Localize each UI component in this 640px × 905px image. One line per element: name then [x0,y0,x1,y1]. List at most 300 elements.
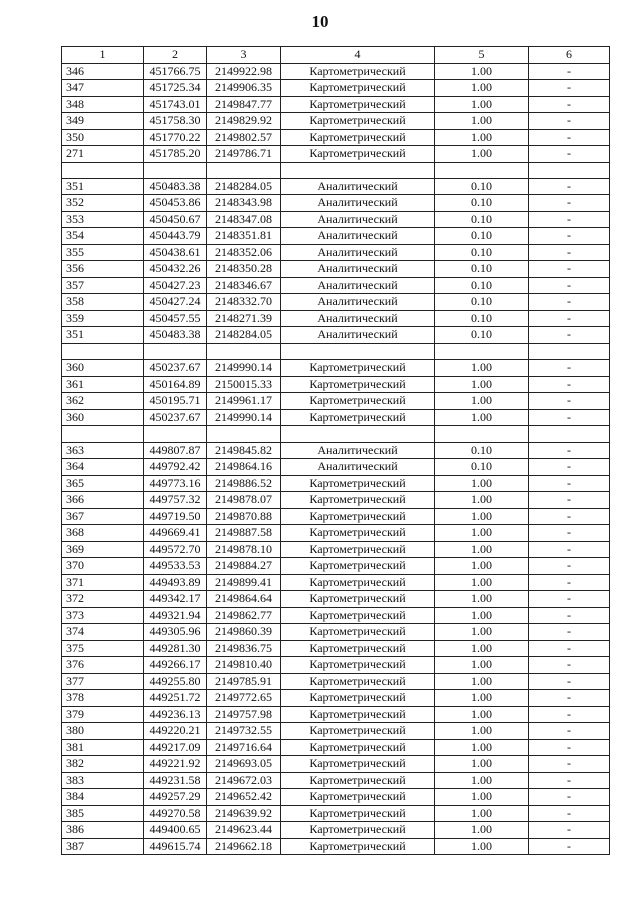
table-cell: 1.00 [435,706,529,723]
table-row [62,574,610,591]
table-cell: 449221.92 [144,756,207,773]
column-header: 4 [281,47,435,64]
table-cell: 1.00 [435,789,529,806]
table-cell: 2149860.39 [207,624,281,641]
table-cell: Картометрический [281,113,435,130]
table-row [62,244,610,261]
table-cell: 1.00 [435,508,529,525]
table-cell: 1.00 [435,63,529,80]
column-header: 6 [529,47,610,64]
table-cell: 450237.67 [144,360,207,377]
table-cell: Картометрический [281,63,435,80]
table-cell [207,343,281,359]
table-cell: 449251.72 [144,690,207,707]
table-cell: 0.10 [435,244,529,261]
table-cell: Аналитический [281,211,435,228]
table-cell: 451725.34 [144,80,207,97]
table-cell [529,162,610,178]
table-cell: - [529,376,610,393]
table-cell: 449533.53 [144,558,207,575]
table-row [62,805,610,822]
table-cell: - [529,360,610,377]
table-cell: 377 [62,673,144,690]
table-cell: 379 [62,706,144,723]
table-cell: 382 [62,756,144,773]
table-cell: - [529,541,610,558]
table-cell: 380 [62,723,144,740]
table-row [62,376,610,393]
table-cell: 2149906.35 [207,80,281,97]
table-cell: 2149899.41 [207,574,281,591]
table-cell: - [529,772,610,789]
table-cell: 1.00 [435,475,529,492]
table-cell: Картометрический [281,838,435,855]
table-cell: - [529,492,610,509]
table-cell: 0.10 [435,442,529,459]
table-cell: 0.10 [435,195,529,212]
table-row [62,277,610,294]
table-cell: 449792.42 [144,459,207,476]
table-cell: Аналитический [281,228,435,245]
table-row [62,211,610,228]
table-cell: - [529,310,610,327]
table-cell: 449400.65 [144,822,207,839]
table-cell: 1.00 [435,129,529,146]
table-cell: - [529,96,610,113]
table-cell: 1.00 [435,822,529,839]
table-cell: 0.10 [435,277,529,294]
table-cell: Картометрический [281,360,435,377]
table-cell: Картометрический [281,591,435,608]
table-cell: 1.00 [435,574,529,591]
table-cell: 450438.61 [144,244,207,261]
table-cell: Аналитический [281,294,435,311]
table-cell: - [529,739,610,756]
table-cell [281,162,435,178]
table-cell: 2149802.57 [207,129,281,146]
table-cell: 1.00 [435,492,529,509]
table-cell: - [529,211,610,228]
table-cell: 450443.79 [144,228,207,245]
table-cell: 383 [62,772,144,789]
table-cell: - [529,195,610,212]
table-cell: - [529,723,610,740]
table-cell: 363 [62,442,144,459]
table-cell: 0.10 [435,211,529,228]
table-row [62,360,610,377]
table-cell: 362 [62,393,144,410]
table-cell: Картометрический [281,739,435,756]
table-cell: Картометрический [281,574,435,591]
table-cell: 360 [62,409,144,426]
table-cell: 2149652.42 [207,789,281,806]
table-cell: Аналитический [281,310,435,327]
table-cell: 351 [62,327,144,344]
table-cell: Картометрический [281,723,435,740]
table-cell: - [529,261,610,278]
table-cell: Картометрический [281,640,435,657]
table-cell: Картометрический [281,558,435,575]
table-cell: - [529,327,610,344]
table-row [62,508,610,525]
table-cell: 351 [62,178,144,195]
table-row [62,607,610,624]
table-cell [207,426,281,442]
table-row [62,706,610,723]
table-cell: Аналитический [281,459,435,476]
column-header: 5 [435,47,529,64]
table-cell: 347 [62,80,144,97]
table-cell: 1.00 [435,723,529,740]
table-cell: 2149887.58 [207,525,281,542]
table-cell: 2149639.92 [207,805,281,822]
table-cell: 2150015.33 [207,376,281,393]
table-cell: 2149870.88 [207,508,281,525]
table-cell: 1.00 [435,393,529,410]
table-cell: 2148350.28 [207,261,281,278]
table-body [62,63,610,855]
table-cell: 2149829.92 [207,113,281,130]
table-cell: 1.00 [435,838,529,855]
table-cell: 372 [62,591,144,608]
table-cell: Аналитический [281,442,435,459]
table-cell: - [529,508,610,525]
table-cell: - [529,624,610,641]
table-cell: 449572.70 [144,541,207,558]
table-cell: 375 [62,640,144,657]
table-cell: 365 [62,475,144,492]
table-cell: 2148351.81 [207,228,281,245]
table-row [62,162,610,178]
table-cell: 1.00 [435,541,529,558]
table-cell: - [529,690,610,707]
table-cell: 271 [62,146,144,163]
table-cell: 2149886.52 [207,475,281,492]
table-cell: - [529,409,610,426]
table-cell: 449493.89 [144,574,207,591]
table-cell [207,162,281,178]
table-cell: 2148347.08 [207,211,281,228]
table-cell: 1.00 [435,409,529,426]
table-cell: 346 [62,63,144,80]
table-cell: 2149990.14 [207,360,281,377]
column-header: 3 [207,47,281,64]
table-row [62,442,610,459]
table-cell: 2149862.77 [207,607,281,624]
table-cell: 1.00 [435,640,529,657]
table-cell: 0.10 [435,178,529,195]
table-cell: - [529,607,610,624]
table-cell: Картометрический [281,822,435,839]
page-number: 10 [311,12,329,31]
table-row [62,673,610,690]
table-cell: Аналитический [281,277,435,294]
table-cell: 450164.89 [144,376,207,393]
table-cell: 0.10 [435,327,529,344]
table-cell: 449281.30 [144,640,207,657]
table-cell: 2149757.98 [207,706,281,723]
table-row [62,294,610,311]
table-cell: 2148352.06 [207,244,281,261]
table-cell: 1.00 [435,146,529,163]
table-cell: 356 [62,261,144,278]
table-cell: 1.00 [435,624,529,641]
table-cell: 350 [62,129,144,146]
table-cell: - [529,442,610,459]
table-cell: 449719.50 [144,508,207,525]
table-cell: 376 [62,657,144,674]
table-cell: 449305.96 [144,624,207,641]
table-cell: 449757.32 [144,492,207,509]
table-cell: 370 [62,558,144,575]
table-row [62,195,610,212]
table-cell: 2149864.64 [207,591,281,608]
table-row [62,525,610,542]
table-cell: Картометрический [281,756,435,773]
table-row [62,80,610,97]
table-cell: - [529,228,610,245]
table-cell [529,343,610,359]
table-cell: - [529,475,610,492]
table-row [62,789,610,806]
table-cell: Картометрический [281,673,435,690]
table-cell: - [529,574,610,591]
table-cell: - [529,591,610,608]
table-cell: 0.10 [435,294,529,311]
table-cell: 449342.17 [144,591,207,608]
table-cell: 449257.29 [144,789,207,806]
table-cell: 449807.87 [144,442,207,459]
table-row [62,96,610,113]
table-cell: 449255.80 [144,673,207,690]
table-row [62,113,610,130]
table-row [62,723,610,740]
table-cell [281,343,435,359]
table-cell: 451785.20 [144,146,207,163]
table-cell: 1.00 [435,376,529,393]
table-cell: Картометрический [281,129,435,146]
table-row [62,310,610,327]
table-cell: 450195.71 [144,393,207,410]
table-cell: Аналитический [281,195,435,212]
table-cell [435,162,529,178]
table-cell: 367 [62,508,144,525]
table-cell: Картометрический [281,541,435,558]
table-cell: Картометрический [281,772,435,789]
table-cell: Аналитический [281,244,435,261]
table-cell [62,343,144,359]
table-cell: 2149884.27 [207,558,281,575]
table-cell: 353 [62,211,144,228]
table-row [62,657,610,674]
table-cell: - [529,277,610,294]
table-cell: 361 [62,376,144,393]
table-cell [144,162,207,178]
table-cell: - [529,294,610,311]
table-cell: - [529,657,610,674]
table-row [62,591,610,608]
table-row [62,492,610,509]
table-cell: 2149836.75 [207,640,281,657]
table-cell: - [529,80,610,97]
table-row [62,343,610,359]
table-row [62,822,610,839]
table-cell: Картометрический [281,805,435,822]
table-row [62,772,610,789]
table-cell: 1.00 [435,525,529,542]
table-cell: Картометрический [281,393,435,410]
table-cell: 2149847.77 [207,96,281,113]
table-row [62,261,610,278]
table-cell: 1.00 [435,607,529,624]
table-cell: 450427.24 [144,294,207,311]
table-cell: 1.00 [435,805,529,822]
table-cell: 451766.75 [144,63,207,80]
table-cell: 2149786.71 [207,146,281,163]
table-cell: 450483.38 [144,327,207,344]
table-cell: 0.10 [435,228,529,245]
table-cell: 1.00 [435,96,529,113]
table-cell: Картометрический [281,146,435,163]
table-cell: Аналитический [281,261,435,278]
table-cell [144,343,207,359]
table-cell: 450427.23 [144,277,207,294]
table-cell: 2149922.98 [207,63,281,80]
table-row [62,690,610,707]
table-cell: 1.00 [435,673,529,690]
table-cell: 1.00 [435,113,529,130]
table-cell: 1.00 [435,756,529,773]
table-cell: 2148332.70 [207,294,281,311]
table-row [62,838,610,855]
table-cell: - [529,838,610,855]
table-cell: - [529,129,610,146]
table-cell: Картометрический [281,607,435,624]
table-cell: 2148343.98 [207,195,281,212]
table-cell: 373 [62,607,144,624]
table-cell: 2148271.39 [207,310,281,327]
table-header-row [62,47,610,64]
table-cell: 449321.94 [144,607,207,624]
table-cell: 2149623.44 [207,822,281,839]
table-cell: 2149716.64 [207,739,281,756]
table-cell: - [529,146,610,163]
column-header: 2 [144,47,207,64]
table-cell: 1.00 [435,80,529,97]
table-cell [62,426,144,442]
table-cell: 354 [62,228,144,245]
table-cell: Картометрический [281,492,435,509]
table-cell: 357 [62,277,144,294]
table-cell: 359 [62,310,144,327]
table-cell [435,426,529,442]
table-cell: 449266.17 [144,657,207,674]
table-cell: 451770.22 [144,129,207,146]
table-cell: 450453.86 [144,195,207,212]
table-cell: 449220.21 [144,723,207,740]
table-cell: 369 [62,541,144,558]
table-cell: 378 [62,690,144,707]
table-cell: 385 [62,805,144,822]
table-cell: 2149961.17 [207,393,281,410]
table-cell: 1.00 [435,739,529,756]
table-cell: 2149672.03 [207,772,281,789]
table-cell: 384 [62,789,144,806]
table-cell: 449669.41 [144,525,207,542]
table-cell: 449236.13 [144,706,207,723]
table-cell: Картометрический [281,657,435,674]
table-cell: - [529,393,610,410]
table-cell: Картометрический [281,508,435,525]
table-cell: 368 [62,525,144,542]
table-cell: Картометрический [281,475,435,492]
table-row [62,558,610,575]
table-row [62,426,610,442]
table-cell: 386 [62,822,144,839]
table-row [62,624,610,641]
table-cell: 2149864.16 [207,459,281,476]
table-row [62,63,610,80]
table-row [62,640,610,657]
table-cell: 1.00 [435,591,529,608]
table-cell: - [529,525,610,542]
table-row [62,541,610,558]
table-row [62,146,610,163]
table-cell: 349 [62,113,144,130]
table-cell: - [529,63,610,80]
table-cell: 449615.74 [144,838,207,855]
coordinates-table [61,46,610,855]
table-cell [62,162,144,178]
table-cell: Картометрический [281,96,435,113]
table-row [62,393,610,410]
table-cell: 371 [62,574,144,591]
table-cell: 2149785.91 [207,673,281,690]
table-cell [435,343,529,359]
table-row [62,459,610,476]
table-cell: 450483.38 [144,178,207,195]
table-cell: 2149693.05 [207,756,281,773]
table-row [62,739,610,756]
table-cell: - [529,822,610,839]
table-cell: - [529,113,610,130]
table-cell: 366 [62,492,144,509]
table-row [62,756,610,773]
table-cell: - [529,178,610,195]
table-cell: 2149662.18 [207,838,281,855]
table-cell: - [529,805,610,822]
table-cell: 0.10 [435,261,529,278]
table-cell: 358 [62,294,144,311]
table-cell: 352 [62,195,144,212]
table-cell: 0.10 [435,459,529,476]
table-cell: Картометрический [281,525,435,542]
table-cell: Картометрический [281,409,435,426]
table-cell: - [529,673,610,690]
table-cell: 374 [62,624,144,641]
table-cell: Аналитический [281,327,435,344]
table-cell: 449217.09 [144,739,207,756]
table-cell: Картометрический [281,690,435,707]
table-cell [281,426,435,442]
table-cell: 1.00 [435,360,529,377]
table-row [62,327,610,344]
table-cell: Картометрический [281,376,435,393]
table-cell: 360 [62,360,144,377]
table-cell: 2148346.67 [207,277,281,294]
table-cell: 2149990.14 [207,409,281,426]
table-cell: 2149878.07 [207,492,281,509]
